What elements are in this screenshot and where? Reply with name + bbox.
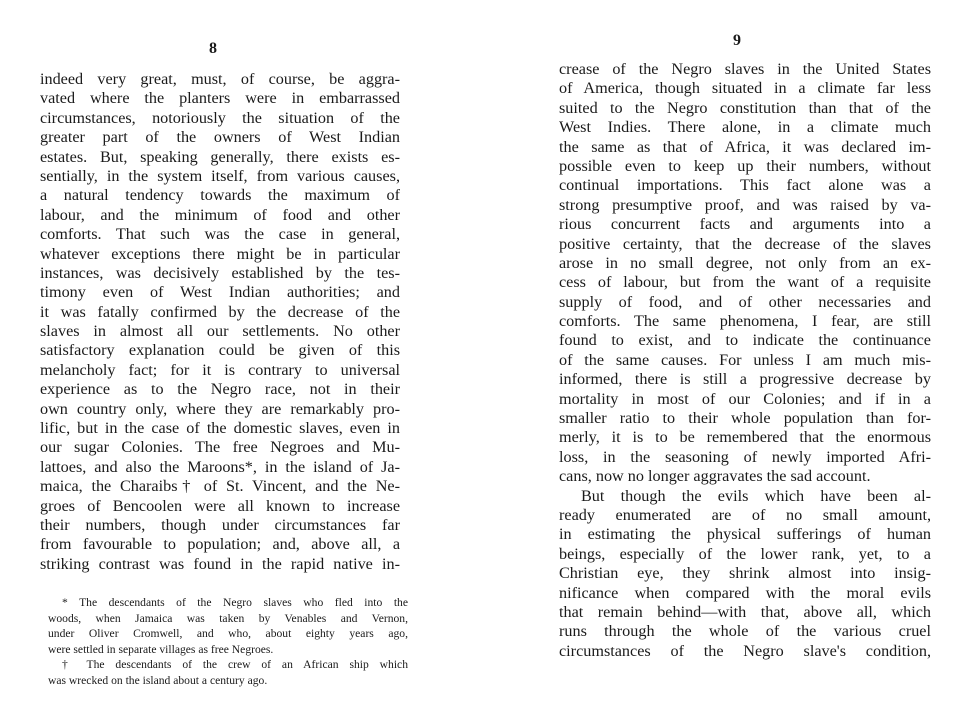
text-line: indeed very great, must, of course, be aggra-: [40, 70, 400, 88]
text-line: ready enumerated are of no small amount,: [559, 505, 931, 524]
text-line: the same as that of Africa, it was declared im-: [559, 137, 931, 156]
footnote-line: under Oliver Cromwell, and who, about eighty years ago,: [48, 627, 408, 641]
text-line: cess of labour, but from the want of a requisite: [559, 273, 931, 292]
text-line: groes of Bencoolen were all known to increase: [40, 496, 400, 515]
text-line: crease of the Negro slaves in the United States: [559, 60, 931, 78]
text-line: melancholy fact; for it is contrary to universal: [40, 360, 400, 379]
footnote-line: woods, when Jamaica was taken by Venables and Vernon,: [48, 611, 408, 625]
text-line: cans, now no longer aggravates the sad account.: [559, 467, 871, 486]
text-line: positive certainty, that the decrease of the slaves: [559, 234, 931, 253]
text-line: of America, though situated in a climate far less: [559, 79, 931, 98]
text-line: in estimating the physical sufferings of human: [559, 525, 931, 544]
text-line: instances, was decisively established by the tes-: [40, 263, 400, 282]
text-line: timony even of West Indian authorities; and: [40, 283, 400, 302]
text-line: whatever exceptions there might be in particular: [40, 244, 400, 263]
text-line: maica, the Charaibs† of St. Vincent, and the Ne-: [40, 477, 400, 496]
text-line: circumstances, notoriously the situation of the: [40, 108, 400, 127]
text-line: from favourable to population; and, above all, a: [40, 535, 400, 554]
body-text: [559, 60, 931, 661]
text-line: beings, especially of the lower rank, yet, to a: [559, 544, 931, 563]
text-line: rious concurrent facts and arguments into a: [559, 215, 931, 234]
text-line: strong presumptive proof, and was raised by va-: [559, 195, 931, 214]
text-line: estates. But, speaking generally, there exists es-: [40, 147, 400, 166]
right-page: [490, 0, 980, 725]
footnotes: [48, 595, 408, 689]
text-line: satisfactory explanation could be given of this: [40, 341, 400, 360]
text-line: found to exist, and to indicate the continuance: [559, 331, 931, 350]
text-line: own country only, where they are remarkably pro-: [40, 399, 400, 418]
text-line: informed, there is still a progressive decrease by: [559, 370, 931, 389]
text-line: loss, in the seasoning of newly imported Afri-: [559, 447, 931, 466]
text-line: that remain behind—with that, above all, which: [559, 602, 931, 621]
text-line: Christian eye, they shrink almost into insig-: [559, 564, 931, 583]
text-line: striking contrast was found in the rapid native in-: [40, 554, 400, 573]
text-line: labour, and the minimum of food and other: [40, 205, 400, 224]
text-line: it was fatally confirmed by the decrease of the: [40, 302, 400, 321]
text-line: West Indies. There alone, in a climate much: [559, 118, 931, 137]
footnote-line: was wrecked on the island about a century ago.: [48, 673, 268, 687]
footnote-line: * The descendants of the Negro slaves who fled into the: [62, 596, 408, 609]
text-line: lattoes, and also the Maroons*, in the island of Ja-: [40, 457, 400, 476]
text-line: arose in no small degree, not only from an ex-: [559, 253, 931, 272]
text-line: supply of food, and of other necessaries and: [559, 292, 931, 311]
text-line: circumstances of the Negro slave's condition,: [559, 641, 931, 660]
footnote-line: † The descendants of the crew of an African ship which: [62, 658, 408, 672]
text-line: But though the evils which have been al-: [581, 486, 931, 505]
text-line: our sugar Colonies. The free Negroes and Mu-: [40, 438, 400, 457]
text-line: slaves in almost all our settlements. No other: [40, 322, 400, 341]
text-line: possible even to keep up their numbers, without: [559, 156, 931, 175]
text-line: comforts. The same phenomena, I fear, are still: [559, 312, 931, 331]
body-text: [40, 70, 400, 574]
text-line: greater part of the owners of West Indian: [40, 128, 400, 147]
page-number: 9: [733, 32, 741, 49]
text-line: nificance when compared with the moral evils: [559, 583, 931, 602]
text-line: their numbers, though under circumstances far: [40, 515, 400, 534]
page-number: 8: [209, 40, 217, 57]
text-line: smaller ratio to their whole population than for-: [559, 409, 931, 428]
text-line: runs through the whole of the various cruel: [559, 622, 931, 641]
text-line: sentially, in the system itself, from various causes,: [40, 166, 400, 185]
text-line: of the same causes. For unless I am much mis-: [559, 350, 931, 369]
text-line: lific, but in the case of the domestic slaves, even in: [40, 419, 400, 438]
text-line: continual importations. This fact alone was a: [559, 176, 931, 195]
text-line: experience as to the Negro race, not in their: [40, 380, 400, 399]
text-line: suited to the Negro constitution than that of the: [559, 98, 931, 117]
text-line: vated where the planters were in embarrassed: [40, 89, 400, 108]
footnote-line: were settled in separate villages as free Negroes.: [48, 642, 274, 656]
text-line: mortality in most of our Colonies; and if in a: [559, 389, 931, 408]
text-line: merly, it is to be remembered that the enormous: [559, 428, 931, 447]
text-line: comforts. That such was the case in general,: [40, 225, 400, 244]
text-line: a natural tendency towards the maximum of: [40, 186, 400, 205]
